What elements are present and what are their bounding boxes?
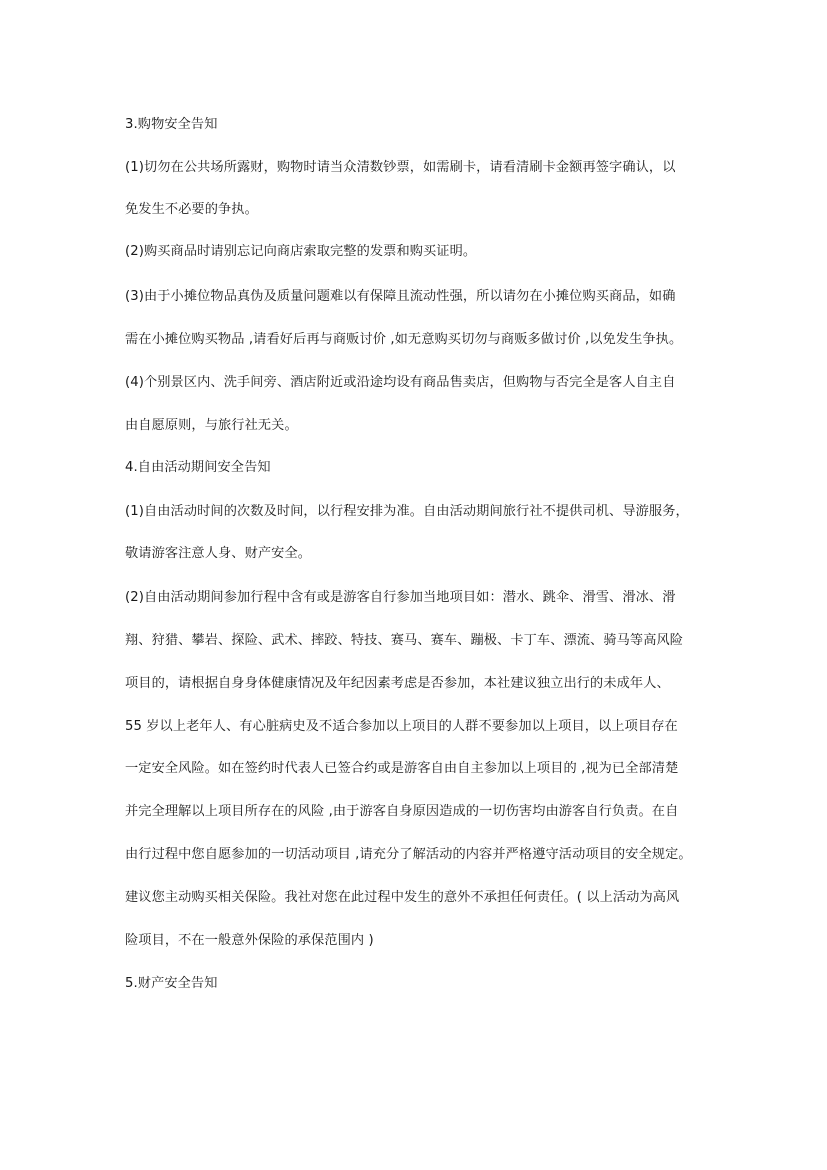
paragraph-line: 一定安全风险。如在签约时代表人已签合约或是游客自由自主参加以上项目的 ,视为已全部清楚 xyxy=(125,761,679,776)
paragraph-line: 由行过程中您自愿参加的一切活动项目 ,请充分了解活动的内容并严格遵守活动项目的安全规定。 xyxy=(125,847,692,862)
section-heading-shopping: 3.购物安全告知 xyxy=(125,117,218,132)
paragraph-line: 翔、狩猎、攀岩、探险、武术、摔跤、特技、赛马、赛车、蹦极、卡丁车、漂流、骑马等高风险 xyxy=(125,633,684,648)
paragraph-line: (1)自由活动时间的次数及时间，以行程安排为准。自由活动期间旅行社不提供司机、导游服务， xyxy=(125,504,689,519)
paragraph-line: (4)个别景区内、洗手间旁、酒店附近或沿途均设有商品售卖店，但购物与否完全是客人自主自 xyxy=(125,375,676,390)
paragraph-line: 建议您主动购买相关保险。我社对您在此过程中发生的意外不承担任何责任。( 以上活动为高风 xyxy=(125,890,680,905)
paragraph-line: (2)购买商品时请别忘记向商店索取完整的发票和购买证明。 xyxy=(125,244,477,259)
section-heading-free-activity: 4.自由活动期间安全告知 xyxy=(125,460,271,475)
paragraph-line: 项目的，请根据自身身体健康情况及年纪因素考虑是否参加，本社建议独立出行的未成年人、 xyxy=(125,676,670,691)
paragraph-line: 敬请游客注意人身、财产安全。 xyxy=(125,546,312,561)
paragraph-line: 由自愿原则，与旅行社无关。 xyxy=(125,418,298,433)
paragraph-line: 免发生不必要的争执。 xyxy=(125,202,258,217)
section-heading-property: 5.财产安全告知 xyxy=(125,976,218,991)
paragraph-line: (2)自由活动期间参加行程中含有或是游客自行参加当地项目如：潜水、跳伞、滑雪、滑冰、滑 xyxy=(125,590,676,605)
paragraph-line: 并完全理解以上项目所存在的风险 ,由于游客自身原因造成的一切伤害均由游客自行负责。在自 xyxy=(125,804,679,819)
paragraph-line: 55 岁以上老年人、有心脏病史及不适合参加以上项目的人群不要参加以上项目，以上项目存在 xyxy=(125,719,678,734)
paragraph-line: 需在小摊位购买物品 ,请看好后再与商贩讨价 ,如无意购买切勿与商贩多做讨价 ,以免发生争执。 xyxy=(125,332,683,347)
paragraph-line: (3)由于小摊位物品真伪及质量问题难以有保障且流动性强，所以请勿在小摊位购买商品，如确 xyxy=(125,289,676,304)
paragraph-line: (1)切勿在公共场所露财，购物时请当众清数钞票，如需刷卡，请看清刷卡金额再签字确认，以 xyxy=(125,160,676,175)
paragraph-line: 险项目，不在一般意外保险的承保范围内 ) xyxy=(125,933,374,948)
